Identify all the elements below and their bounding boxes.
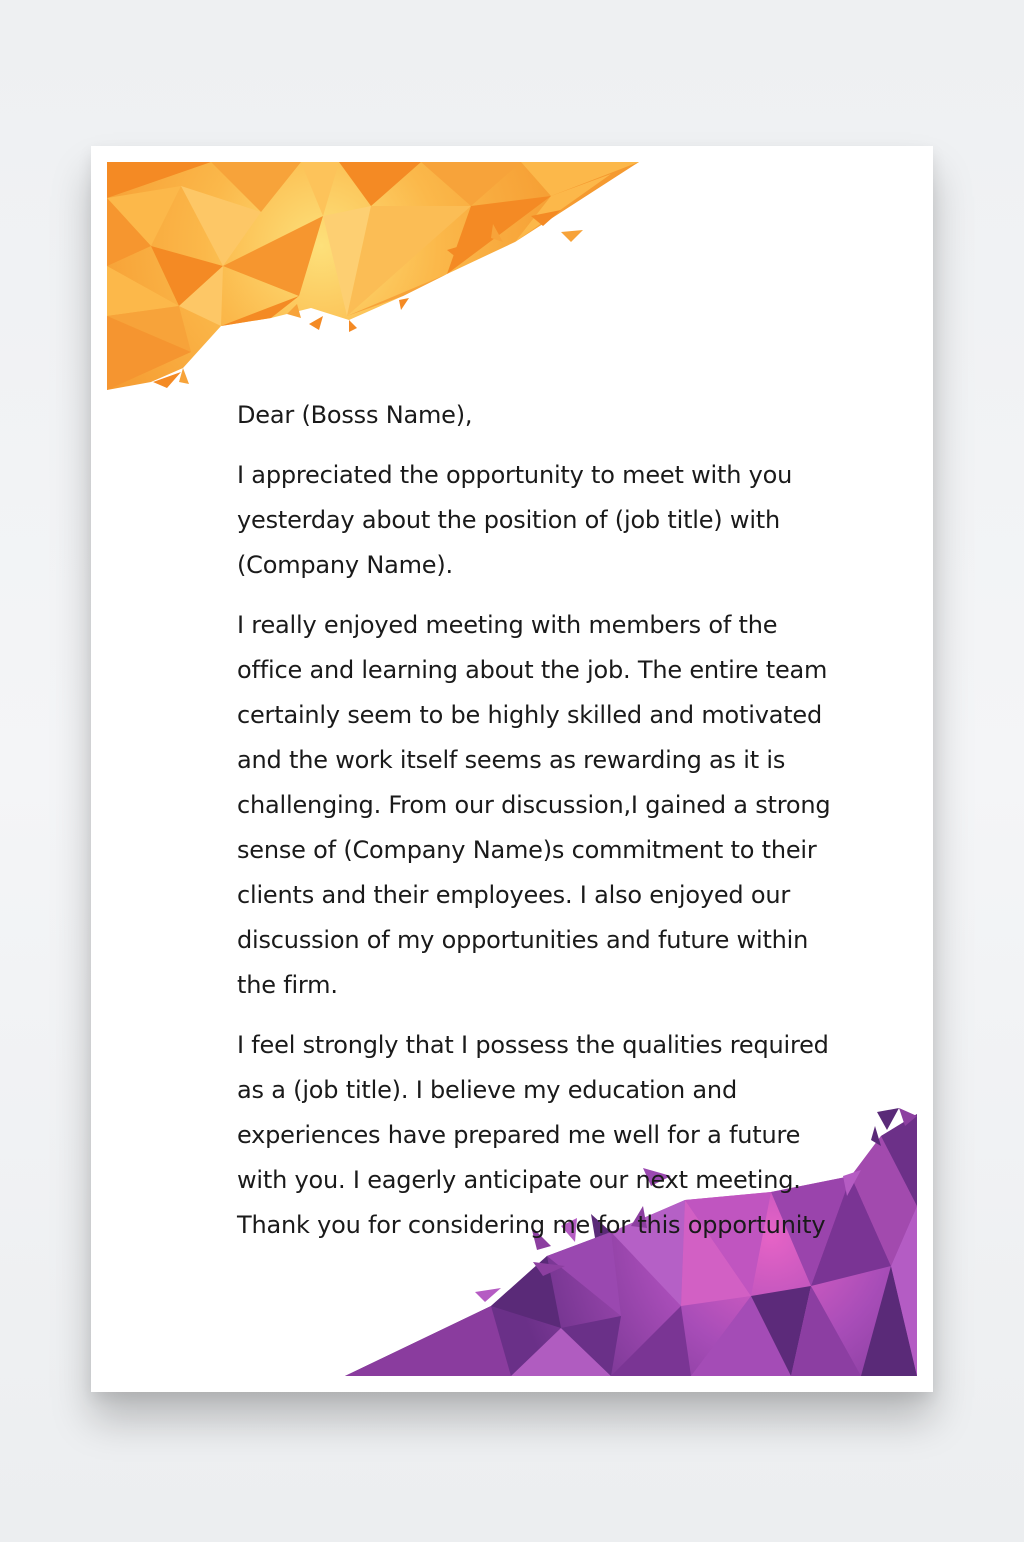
orange-polygon-decoration (107, 162, 639, 390)
letter-paragraph-1: I appreciated the opportunity to meet with you yesterday about the position of (job title) with (Company Name). (237, 461, 793, 579)
letter-page (91, 146, 933, 1392)
letter-paragraph-2: I really enjoyed meeting with members of the office and learning about the job. The entire team certainly seem to be highly skilled and motivated and the work itself seems as rewarding as it is challenging. From our discussion,I gained a strong sense of (Company Name)s commitment to their clients and their employees. I also enjoyed our discussion of my opportunities and future within the firm. (237, 611, 831, 999)
letter-paragraph-3: I feel strongly that I possess the qualities required as a (job title). I believe my education and experiences have prepared me well for a future with you. I eagerly anticipate our next meeting. Thank you for considering me for this opportunity (237, 1031, 829, 1239)
letter-body (237, 393, 847, 1263)
letter-salutation: Dear (Bosss Name), (237, 401, 473, 429)
